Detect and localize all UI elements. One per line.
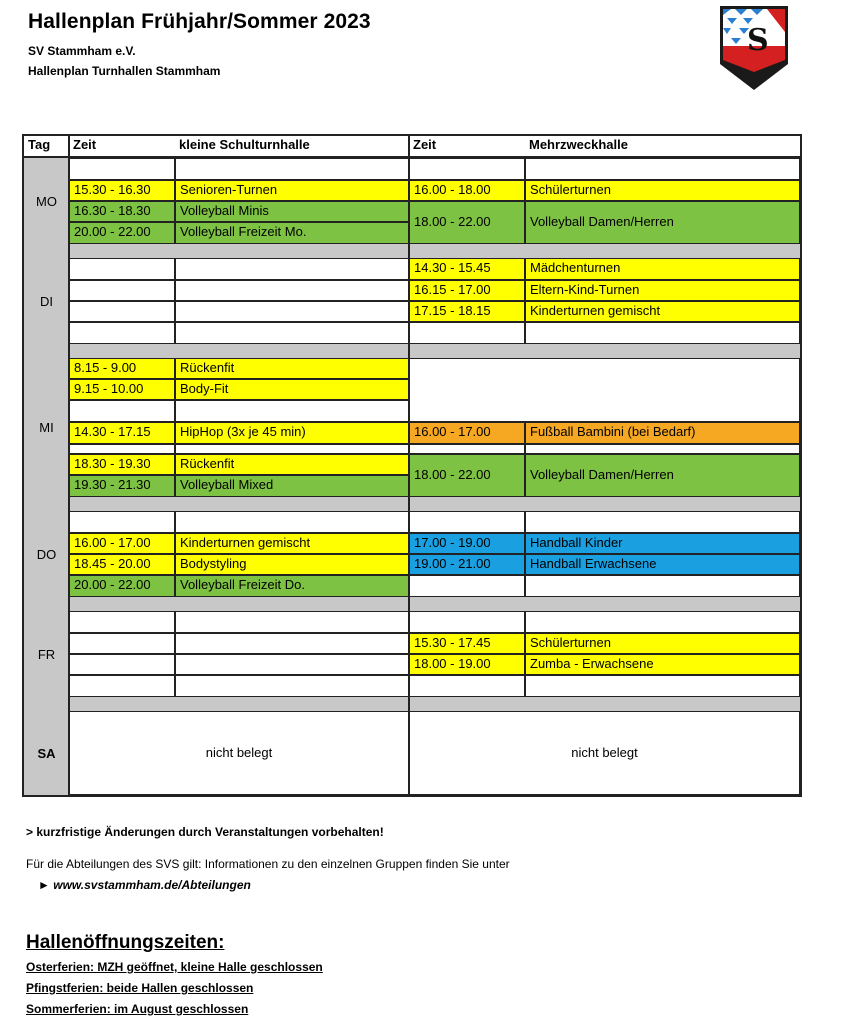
di-big-name-2: Eltern-Kind-Turnen [525,280,800,301]
mo-small-time-3: 20.00 - 22.00 [69,222,175,244]
mo-small-time-1: 15.30 - 16.30 [69,180,175,201]
col-header-time-big: Zeit [409,136,525,156]
separator [24,597,800,611]
fr-big-name-1: Schülerturnen [525,633,800,654]
do-small-name-1: Kinderturnen gemischt [175,533,409,554]
di-big-name-1: Mädchenturnen [525,258,800,280]
mo-small-name-2: Volleyball Minis [175,201,409,222]
fr-big-time-1: 15.30 - 17.45 [409,633,525,654]
col-header-day: Tag [24,136,69,156]
svg-text:S: S [747,23,769,58]
day-label-do: DO [24,511,69,597]
day-label-mi: MI [24,358,69,497]
mo-small-name-3: Volleyball Freizeit Mo. [175,222,409,244]
club-name: SV Stammham e.V. [28,44,136,58]
mo-big-name-1: Schülerturnen [525,180,800,201]
do-small-name-2: Bodystyling [175,554,409,575]
mi-big-name-1: Fußball Bambini (bei Bedarf) [525,422,800,444]
col-header-time-small: Zeit [69,136,175,156]
schedule-table [22,134,802,797]
day-label-mo: MO [24,158,69,244]
di-big-name-3: Kinderturnen gemischt [525,301,800,322]
website-link-row [38,878,251,892]
mo-small-time-2: 16.30 - 18.30 [69,201,175,222]
sa-small-hall: nicht belegt [69,711,409,795]
do-small-time-3: 20.00 - 22.00 [69,575,175,597]
di-big-time-3: 17.15 - 18.15 [409,301,525,322]
mi-small-time-1: 8.15 - 9.00 [69,358,175,379]
mi-big-time-2: 18.00 - 22.00 [409,454,525,497]
separator [24,344,800,358]
do-big-time-1: 17.00 - 19.00 [409,533,525,554]
separator [24,497,800,511]
mi-small-name-1: Rückenfit [175,358,409,379]
info-text: Für die Abteilungen des SVS gilt: Informationen zu den einzelnen Gruppen finden Sie unter [26,857,510,871]
separator [24,244,800,258]
do-big-name-2: Handball Erwachsene [525,554,800,575]
fr-big-name-2: Zumba - Erwachsene [525,654,800,675]
arrow-right-icon: ► [38,878,50,892]
separator [24,697,800,711]
di-big-time-2: 16.15 - 17.00 [409,280,525,301]
mi-big-time-1: 16.00 - 17.00 [409,422,525,444]
di-big-time-1: 14.30 - 15.45 [409,258,525,280]
mi-small-time-3: 14.30 - 17.15 [69,422,175,444]
do-small-name-3: Volleyball Freizeit Do. [175,575,409,597]
website-link[interactable]: www.svstammham.de/Abteilungen [53,878,251,892]
mi-small-name-5: Volleyball Mixed [175,475,409,497]
mi-small-time-4: 18.30 - 19.30 [69,454,175,475]
mi-small-name-3: HipHop (3x je 45 min) [175,422,409,444]
do-big-time-2: 19.00 - 21.00 [409,554,525,575]
opening-hours-title: Hallenöffnungszeiten: [26,932,225,953]
mi-small-time-5: 19.30 - 21.30 [69,475,175,497]
col-header-small-hall: kleine Schulturnhalle [175,136,409,156]
col-header-big-hall: Mehrzweckhalle [525,136,800,156]
mo-big-time-2: 18.00 - 22.00 [409,201,525,244]
mi-small-time-2: 9.15 - 10.00 [69,379,175,400]
sa-big-hall: nicht belegt [409,711,800,795]
opening-item: Osterferien: MZH geöffnet, kleine Halle geschlossen [26,960,323,974]
mo-big-time-1: 16.00 - 18.00 [409,180,525,201]
do-big-name-1: Handball Kinder [525,533,800,554]
mi-small-name-2: Body-Fit [175,379,409,400]
day-label-fr: FR [24,611,69,697]
club-logo-icon [717,2,791,92]
mo-small-name-1: Senioren-Turnen [175,180,409,201]
day-label-di: DI [24,258,69,344]
opening-item: Pfingstferien: beide Hallen geschlossen [26,981,254,995]
mo-big-name-2: Volleyball Damen/Herren [525,201,800,244]
mi-small-name-4: Rückenfit [175,454,409,475]
day-label-sa: SA [24,711,69,795]
mi-big-name-2: Volleyball Damen/Herren [525,454,800,497]
page-subtitle: Hallenplan Turnhallen Stammham [28,64,221,78]
do-small-time-2: 18.45 - 20.00 [69,554,175,575]
page-title: Hallenplan Frühjahr/Sommer 2023 [28,10,371,33]
changes-notice: > kurzfristige Änderungen durch Veranstaltungen vorbehalten! [26,825,384,839]
fr-big-time-2: 18.00 - 19.00 [409,654,525,675]
opening-item: Sommerferien: im August geschlossen [26,1002,249,1016]
do-small-time-1: 16.00 - 17.00 [69,533,175,554]
